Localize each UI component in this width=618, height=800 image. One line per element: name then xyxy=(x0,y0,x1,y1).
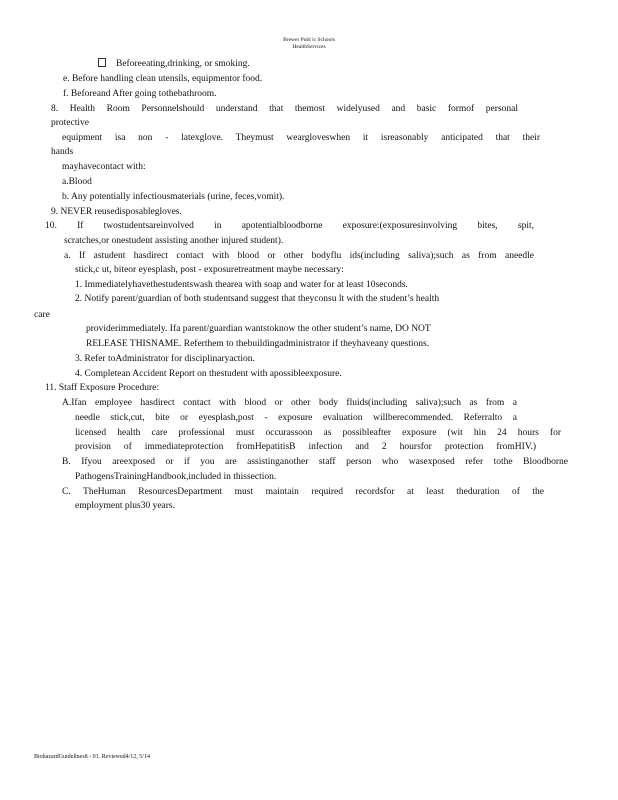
step-4: 4. Completean Accident Report on thestudent with apossibleexposure. xyxy=(75,369,342,379)
list-item-before-eating xyxy=(98,58,250,70)
paragraph-8-line5: mayhavecontact with: xyxy=(62,162,146,172)
paragraph-9: 9. NEVER reusedisposablegloves. xyxy=(51,207,182,217)
paragraph-11b-line2: PathogensTrainingHandbook,included in thissection. xyxy=(75,472,277,482)
page-footer: BiohazardGuidelines8 - 01. Reviewed4/12, 5/14 xyxy=(34,754,150,760)
paragraph-8-line2: protective xyxy=(51,118,89,128)
paragraph-8-line3: equipment isa non - latexglove. Theymust wearglove​swhen it isreasonably anticipated that their xyxy=(62,133,540,143)
paragraph-8-line4: hands xyxy=(51,147,74,157)
paragraph-11c-line2: employment plus30 years. xyxy=(75,501,175,511)
paragraph-11c-line1: C. TheHuman ResourcesDepartment must maintain required recordsfor at least theduration of the xyxy=(62,487,544,497)
step-2-line3: providerimmediately. Ifa parent/guardian wantstoknow the other student’s name, DO NOT xyxy=(86,324,431,334)
paragraph-11a-line4: provision of immediateprotection fromHepatitisB infection and 2 hoursfor protection fromHIV.) xyxy=(75,442,536,452)
paragraph-10-line2: scratches,or onestudent assisting another injured student). xyxy=(64,236,284,246)
paragraph-10a-line2: stick,c ut, biteor eyesplash, post - exposuretreatment maybe necessary: xyxy=(75,265,344,275)
list-item-f xyxy=(63,88,217,100)
header-district: Brewer Publ ic Schools xyxy=(283,37,335,43)
step-2-line2: care xyxy=(34,310,50,320)
step-1: 1. Immediatelyhavethestudentswash thearea with soap and water for at least 10seconds. xyxy=(75,280,408,290)
line-text: Beforeeating,drinking, or smoking. xyxy=(116,59,250,69)
paragraph-11a-line3: licensed health care professional must occurassoon as possibleafter exposure (wit hin 24 hours for xyxy=(75,428,561,438)
list-item-blood: a.Blood xyxy=(62,177,92,187)
step-2-line1: 2. Notify parent/guardian of both studentsand suggest that theyconsu lt with the student’s health xyxy=(75,294,440,304)
paragraph-11: 11. Staff Exposure Procedure: xyxy=(45,383,159,393)
paragraph-10a-line1: a. If astudent hasdirect contact with blood or other bodyflu ids(including saliva);such as from aneedle xyxy=(64,251,534,261)
paragraph-10-line1: 10. If twostudentsareinvolved in apotentialbloodborne exposure:(exposuresinvolving bites, spit, xyxy=(45,221,534,231)
list-item-infectious: b. Any potentially infectiousmaterials (urine, feces,vomit). xyxy=(62,192,285,202)
paragraph-11a-line2: needle stick,cut, bite or eyesplash,post - exposure evaluation willberecommended. Referralto a xyxy=(75,413,517,423)
step-3: 3. Refer toAdministrator for disciplinaryaction. xyxy=(75,354,255,364)
header-department: HealthServices xyxy=(292,44,326,50)
step-2-line4: RELEASE THISNAME. Referthem to thebuildingadministrator if theyhaveany questions. xyxy=(86,339,430,349)
paragraph-11b-line1: B. Ifyou areexposed or if you are assistinganother staff person who wasexposed refer tothe Bloodborne xyxy=(62,457,568,467)
checkbox-bullet-icon xyxy=(98,58,106,67)
line-text: f. Beforeand After going tothebathroom. xyxy=(63,89,217,99)
list-item-e: e. Before handling clean utensils, equipmentor food. xyxy=(63,74,263,84)
paragraph-11a-line1: A.Ifan employee hasdirect contact with blood or other body fluids(including saliva);such as from a xyxy=(62,398,517,408)
paragraph-8-line1: 8. Health Room Personnelshould understand that themost widelyused and basic formof personal xyxy=(51,104,518,114)
